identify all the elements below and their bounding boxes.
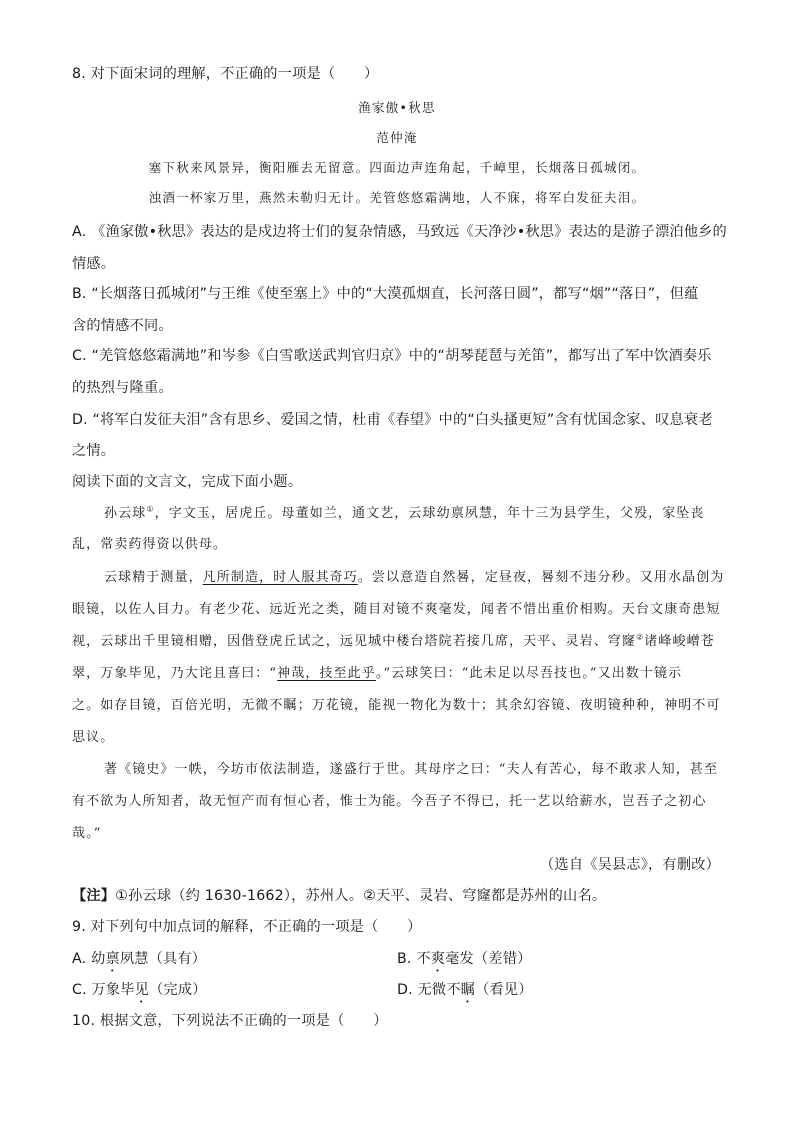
passage-p2-line-3: [72, 632, 722, 652]
passage-text: 视，云球出千里镜相赠，因偕登虎丘试之，远见城中楼台塔院若接几席，天平、灵岩、穹窿: [72, 634, 637, 649]
poem-title: 渔家傲•秋思: [358, 100, 436, 115]
q8-option-a-line-2: 情感。: [72, 256, 116, 272]
q8-option-b-line-1: B. “长烟落日孤城闭”与王维《使至塞上》中的“大漠孤烟直，长河落日圆”，都写“烟”“落日”，但蕴: [72, 286, 699, 302]
question-10-stem: 10. 根据文意，下列说法不正确的一项是（ ）: [72, 1013, 388, 1029]
poem-author: 范仲淹: [376, 130, 418, 145]
passage-p3-line-1: 著《镜史》一帙，今坊市依法制造，遂盛行于世。其母序之曰：“夫人有苦心，每不敢求人知，甚至: [104, 762, 719, 777]
passage-text: ，字文玉，居虎丘。母董如兰，通文艺，云球幼禀夙慧，年十三为县学生，父殁，家坠丧: [154, 506, 705, 521]
option-text: （完成）: [149, 982, 207, 998]
footnote-marker-2: ②: [636, 632, 645, 642]
note-label: 【注】: [72, 888, 116, 904]
passage-p3-line-2: 有不欲为人所知者，故无恒产而有恒心者，惟士为能。今吾子不得已，托一艺以给薪水，岂吾子之初心: [72, 794, 707, 809]
passage-p1-line-1: [104, 504, 724, 524]
q8-option-b-line-2: 含的情感不同。: [72, 318, 173, 334]
option-text: B. 不: [397, 951, 431, 967]
passage-text: 云球精于测量，: [104, 570, 203, 585]
passage-text: 。”云球笑曰：“此未足以尽吾技也。”又出数十镜示: [375, 666, 683, 681]
q8-option-c-line-2: 的热烈与隆重。: [72, 380, 173, 396]
q8-option-d-line-2: 之情。: [72, 443, 116, 459]
passage-footnote: [72, 886, 722, 906]
option-text: D. 无微不: [397, 982, 461, 998]
q8-option-a-line-1: A. 《渔家傲•秋思》表达的是戍边将士们的复杂情感，马致远《天净沙•秋思》表达的是游子漂泊他乡的: [72, 224, 727, 240]
q8-option-c-line-1: C. “羌管悠悠霜满地”和岑参《白雪歌送武判官归京》中的“胡琴琵琶与羌笛”，都写出了军中饮酒奏乐: [72, 348, 712, 364]
poem-line-2: 浊酒一杯家万里，燕然未勒归无计。羌管悠悠霜满地，人不寐，将军白发征夫泪。: [148, 190, 646, 205]
dotted-word: 见: [134, 982, 150, 998]
underlined-sentence: 凡所制造，时人服其奇巧: [202, 570, 358, 585]
passage-p2-line-2: 眼镜，以佐人目力。有老少花、远近光之类，随目对镜不爽毫发，闻者不惜出重价相购。天台文康奇患短: [72, 602, 721, 617]
note-text: ①孙云球（约 1630-1662），苏州人。②天平、灵岩、穹窿都是苏州的山名。: [115, 888, 607, 904]
dotted-word: 爽: [430, 951, 446, 967]
option-text: 毫发（差错）: [445, 951, 532, 967]
passage-p2-line-6: 思议。: [72, 730, 115, 745]
question-8-stem: 8. 对下面宋词的理解，不正确的一项是（ ）: [72, 66, 379, 82]
q9-option-d: [397, 980, 697, 1006]
passage-p1-line-2: 乱，常卖药得资以供母。: [72, 537, 228, 552]
passage-text: 诸峰峻嶒苍: [644, 634, 715, 649]
underlined-quote: 神哉，技至此乎: [277, 666, 376, 681]
q8-option-d-line-1: D. “将军白发征夫泪”含有思乡、爱国之情，杜甫《春望》中的“白头搔更短”含有忧国念家、叹息衰老: [72, 412, 713, 428]
option-text: A. 幼: [72, 951, 106, 967]
passage-p2-line-4: [72, 664, 722, 684]
passage-p2-line-5: 之。如存目镜，百倍光明，无微不瞩；万花镜，能视一物化为数十；其余幻容镜、夜明镜种种，神明不可: [72, 698, 721, 713]
option-text: C. 万象毕: [72, 982, 135, 998]
option-text: 夙慧（具有）: [119, 951, 207, 967]
passage-p3-line-3: 哉。”: [72, 826, 102, 841]
passage-text: 。尝以意造自然晷，定昼夜，晷刻不违分秒。又用水晶创为: [357, 570, 725, 585]
reading-intro: 阅读下面的文言文，完成下面小题。: [72, 474, 303, 490]
q9-option-c: [72, 980, 372, 1006]
passage-text: 孙云球: [104, 506, 147, 521]
q9-option-b: [397, 949, 697, 975]
question-9-stem: 9. 对下列句中加点词的解释，不正确的一项是（ ）: [72, 919, 422, 935]
passage-p2-line-1: [104, 568, 724, 588]
footnote-marker-1: ①: [146, 504, 155, 514]
poem-line-1: 塞下秋来风景异，衡阳雁去无留意。四面边声连角起，千嶂里，长烟落日孤城闭。: [148, 160, 646, 175]
passage-text: 翠，万象毕见，乃大诧且喜曰：“: [72, 666, 278, 681]
dotted-word: 禀: [105, 951, 120, 967]
passage-source: （选自《吴县志》，有删改）: [540, 857, 720, 873]
q9-option-a: [72, 949, 372, 975]
dotted-word: 瞩: [460, 982, 476, 998]
option-text: （看见）: [475, 982, 533, 998]
